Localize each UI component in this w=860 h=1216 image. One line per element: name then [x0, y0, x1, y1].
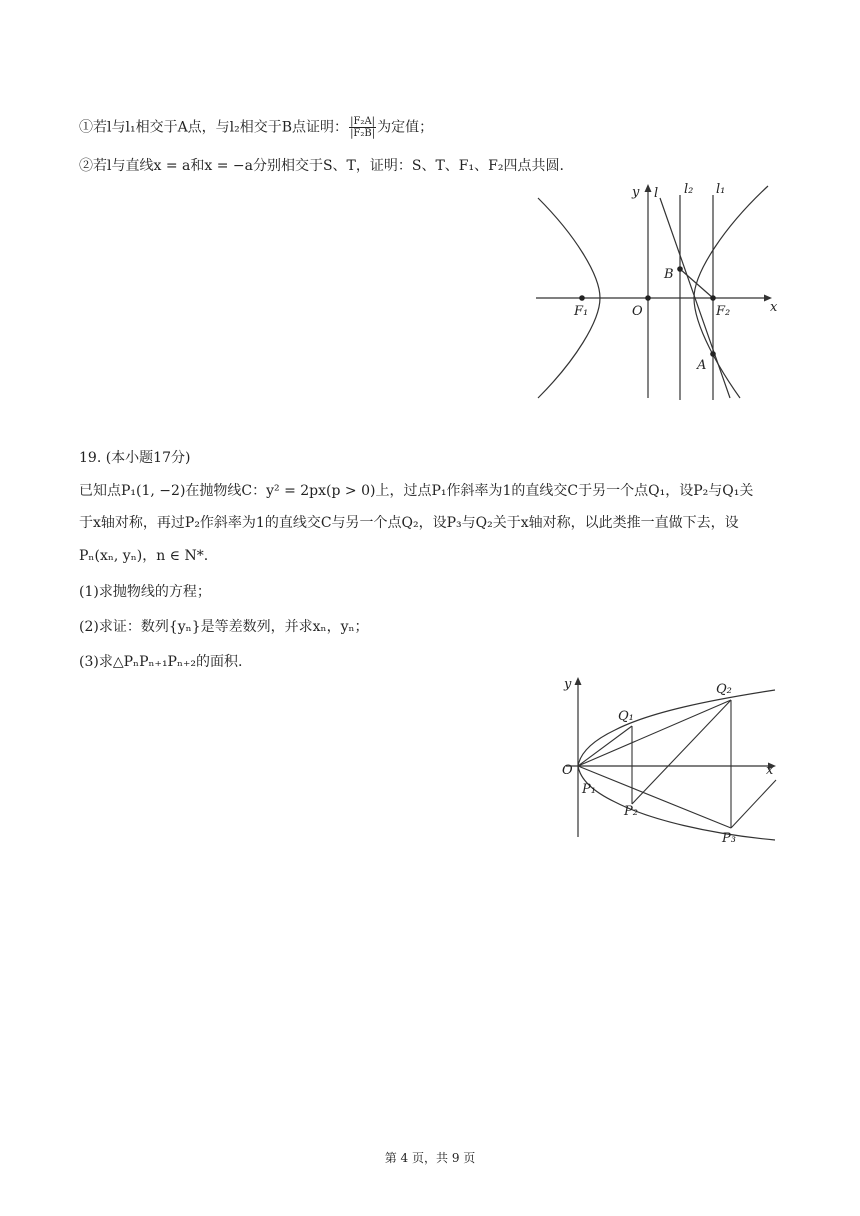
- segment-P3-next: [731, 780, 776, 828]
- point-O: [645, 295, 651, 301]
- label-O: O: [632, 304, 643, 319]
- q19-stem-line1: 已知点P₁(1, −2)在抛物线C：y² = 2px(p > 0)上，过点P₁作斜率为1的直线交C于另一个点Q₁，设P₂与Q₁关: [79, 483, 754, 499]
- label-x: x: [770, 300, 778, 315]
- point-F1: [579, 295, 585, 301]
- fraction-denominator: |F₂B|: [350, 128, 376, 139]
- label-l: l: [654, 186, 659, 201]
- label-F1: F₁: [574, 304, 589, 319]
- q19-sub2: (2)求证：数列{yₙ}是等差数列，并求xₙ，yₙ；: [79, 619, 369, 635]
- label-x: x: [766, 763, 774, 778]
- q19-header: 19. (本小题17分): [79, 450, 191, 466]
- label-O: O: [562, 763, 573, 778]
- segment-P1P3: [578, 766, 731, 828]
- label-A: A: [697, 358, 707, 373]
- label-y: y: [564, 677, 572, 692]
- segment-P1Q2: [578, 700, 731, 766]
- parabola-curve: [578, 690, 775, 840]
- parabola-figure: [560, 672, 790, 852]
- hyperbola-figure: [530, 180, 790, 405]
- q19-sub3: (3)求△PₙPₙ₊₁Pₙ₊₂的面积.: [79, 654, 243, 670]
- label-y: y: [632, 185, 640, 200]
- label-B: B: [664, 267, 674, 282]
- y-axis-arrow: [575, 677, 582, 685]
- label-l1: l₁: [716, 182, 726, 197]
- q18-part2-line: ②若l与直线x = a和x = −a分别相交于S、T，证明：S、T、F₁、F₂四点共圆.: [79, 158, 564, 174]
- q19-stem-line2: 于x轴对称，再过P₂作斜率为1的直线交C与另一个点Q₂，设P₃与Q₂关于x轴对称，以此类推一直做下去，设: [79, 515, 739, 531]
- label-F2: F₂: [716, 304, 731, 319]
- point-A: [710, 351, 716, 357]
- q18-part1-tail: 为定值；: [377, 119, 434, 136]
- point-B: [677, 266, 683, 272]
- segment-P2Q2: [632, 700, 731, 804]
- label-Q2: Q₂: [716, 682, 732, 697]
- q19-sub1: (1)求抛物线的方程；: [79, 584, 211, 600]
- q19-stem-line3: Pₙ(xₙ, yₙ)，n ∈ N*.: [79, 548, 209, 564]
- label-Q1: Q₁: [618, 709, 634, 724]
- fraction-numerator: |F₂A|: [350, 116, 376, 127]
- q18-part1-line: [79, 116, 433, 139]
- segment-BF2: [680, 269, 713, 298]
- q18-part1-text: ①若l与l₁相交于A点，与l₂相交于B点证明：: [79, 119, 349, 136]
- label-P1: P₁: [582, 782, 596, 797]
- ratio-fraction: [349, 116, 376, 139]
- y-axis-arrow: [645, 184, 652, 192]
- label-P3: P₃: [722, 831, 736, 846]
- label-l2: l₂: [684, 182, 694, 197]
- page-footer: 第 4 页，共 9 页: [384, 1151, 476, 1165]
- point-F2: [710, 295, 716, 301]
- label-P2: P₂: [624, 804, 638, 819]
